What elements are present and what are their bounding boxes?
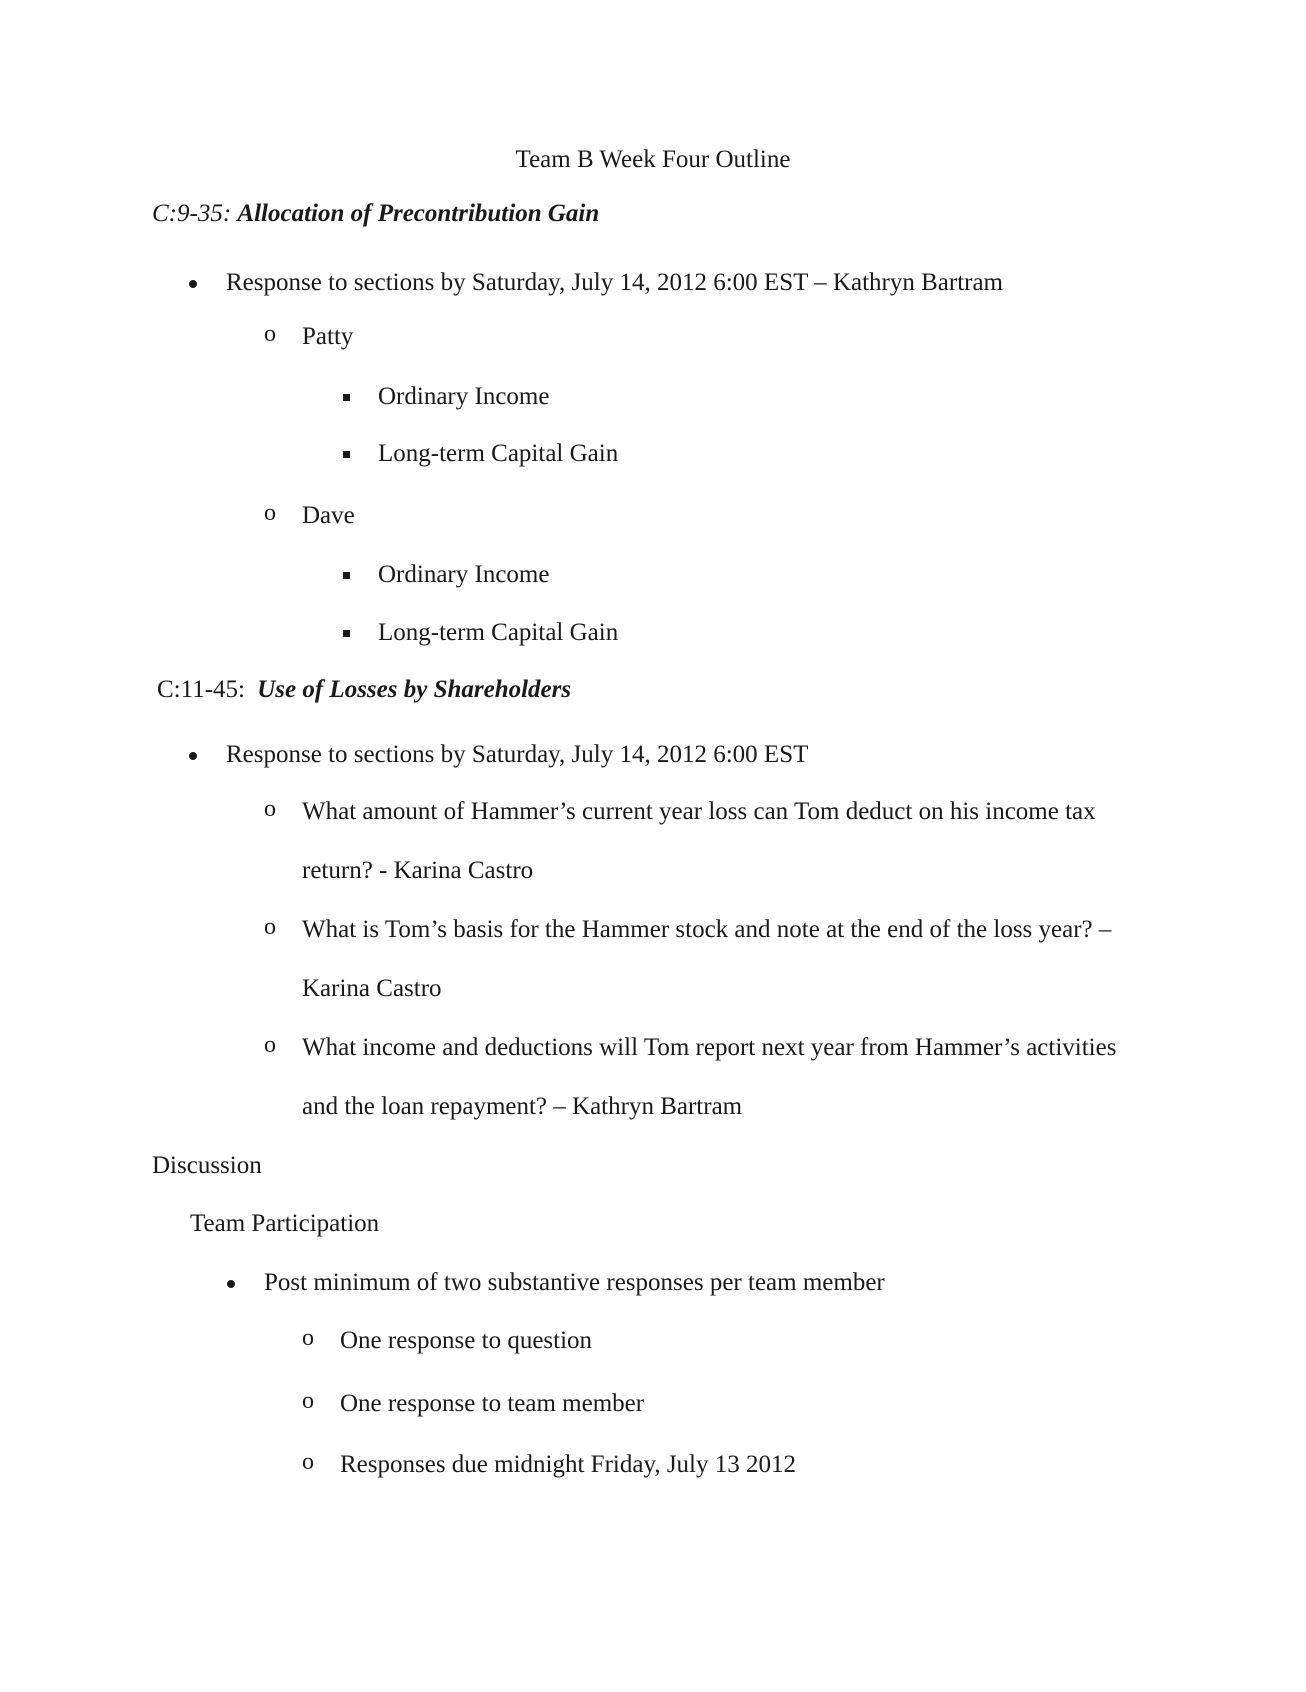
page-title: Team B Week Four Outline — [515, 146, 791, 173]
section-heading — [157, 677, 571, 702]
discussion-heading: Discussion — [152, 1152, 262, 1179]
list-item: Long-term Capital Gain — [378, 440, 619, 467]
bullet-icon — [227, 1280, 235, 1288]
discussion-subheading: Team Participation — [190, 1210, 380, 1237]
list-item: Post minimum of two substantive responses per team member — [264, 1269, 885, 1296]
bullet-icon — [189, 752, 197, 760]
list-item: Patty — [302, 323, 354, 350]
section-code: C:9-35: — [152, 200, 232, 227]
list-item: Ordinary Income — [378, 561, 550, 588]
circle-bullet-icon: o — [264, 1032, 276, 1058]
list-item: What income and deductions will Tom report next year from Hammer’s activities — [302, 1034, 1117, 1061]
list-item-continuation: Karina Castro — [302, 975, 442, 1002]
section-heading — [152, 201, 599, 226]
list-item: One response to question — [340, 1327, 593, 1354]
list-item: What amount of Hammer’s current year loss can Tom deduct on his income tax — [302, 798, 1096, 825]
bullet-icon — [189, 280, 197, 288]
circle-bullet-icon: o — [264, 914, 276, 940]
circle-bullet-icon: o — [264, 500, 276, 526]
square-bullet-icon — [343, 394, 350, 401]
section-title: Use of Losses by Shareholders — [257, 676, 572, 703]
list-item: Long-term Capital Gain — [378, 619, 619, 646]
list-item: One response to team member — [340, 1390, 645, 1417]
list-item: Response to sections by Saturday, July 14, 2012 6:00 EST – Kathryn Bartram — [226, 269, 1004, 296]
circle-bullet-icon: o — [264, 321, 276, 347]
square-bullet-icon — [343, 451, 350, 458]
square-bullet-icon — [343, 572, 350, 579]
circle-bullet-icon: o — [264, 796, 276, 822]
list-item-continuation: return? - Karina Castro — [302, 857, 534, 884]
circle-bullet-icon: o — [302, 1325, 314, 1351]
circle-bullet-icon: o — [302, 1388, 314, 1414]
list-item: Dave — [302, 502, 355, 529]
list-item: Responses due midnight Friday, July 13 2012 — [340, 1451, 797, 1478]
list-item-continuation: and the loan repayment? – Kathryn Bartram — [302, 1093, 743, 1120]
section-code: C:11-45: — [157, 676, 245, 703]
list-item: What is Tom’s basis for the Hammer stock and note at the end of the loss year? – — [302, 916, 1112, 943]
list-item: Ordinary Income — [378, 383, 550, 410]
circle-bullet-icon: o — [302, 1449, 314, 1475]
list-item: Response to sections by Saturday, July 14, 2012 6:00 EST — [226, 741, 809, 768]
square-bullet-icon — [343, 630, 350, 637]
section-title: Allocation of Precontribution Gain — [237, 200, 600, 227]
